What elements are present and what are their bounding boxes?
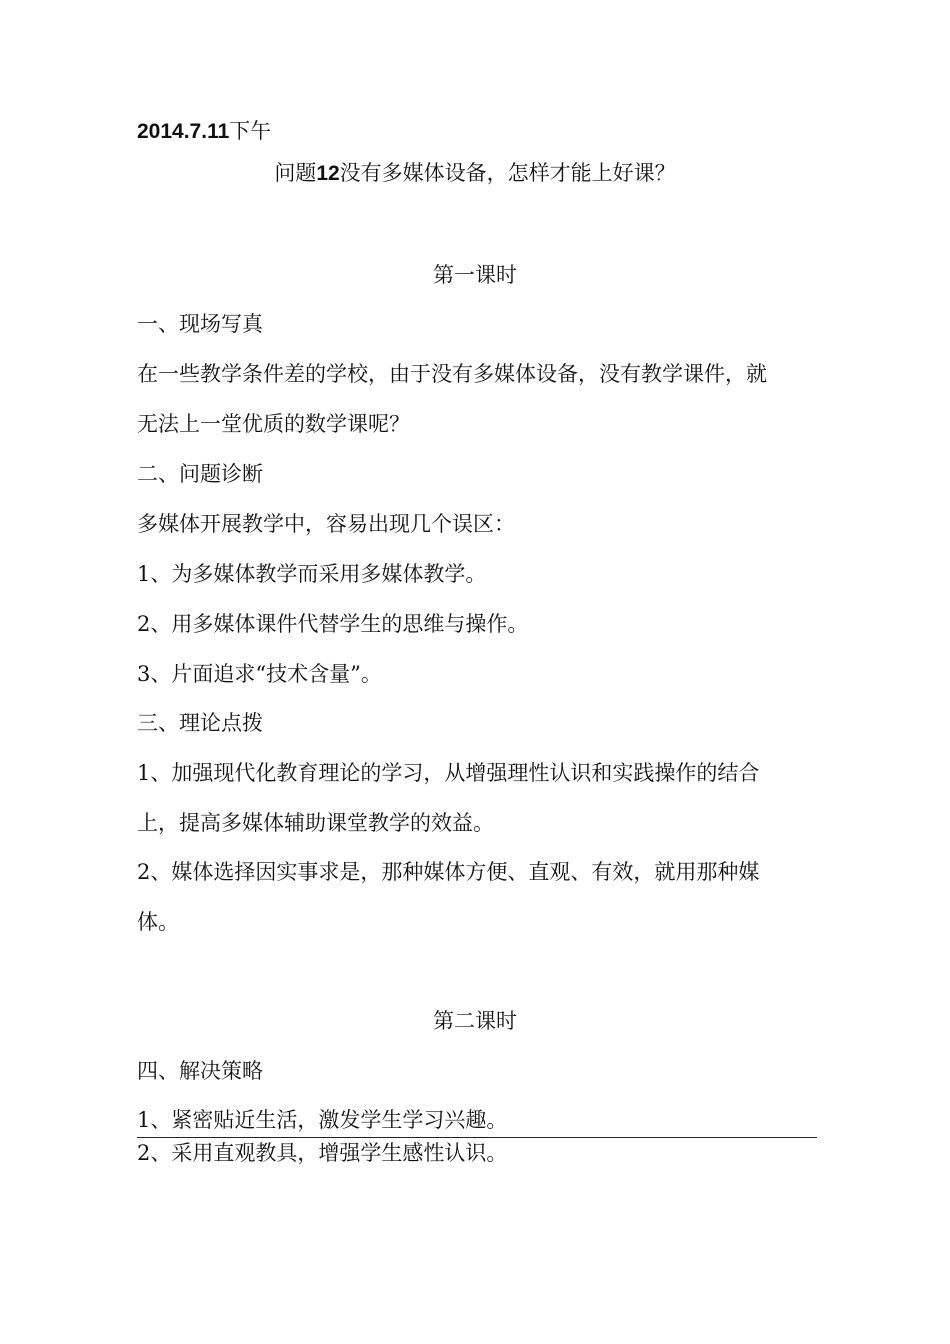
question-number: 12 bbox=[316, 162, 340, 185]
section-4-item-2: 2、采用直观教具，增强学生感性认识。 bbox=[137, 1141, 508, 1165]
lesson-1-title: 第一课时 bbox=[433, 263, 517, 287]
lesson-2-title: 第二课时 bbox=[433, 1009, 517, 1033]
section-4-heading: 四、解决策略 bbox=[137, 1059, 263, 1083]
section-2-item-2: 2、用多媒体课件代替学生的思维与操作。 bbox=[137, 612, 529, 636]
section-3-item-1-line-1: 1、加强现代化教育理论的学习，从增强理性认识和实践操作的结合 bbox=[137, 761, 760, 785]
section-3-item-1-line-2: 上，提高多媒体辅助课堂教学的效益。 bbox=[137, 811, 494, 835]
section-1-paragraph-line-1: 在一些教学条件差的学校，由于没有多媒体设备，没有教学课件，就 bbox=[137, 362, 767, 386]
question-text: 没有多媒体设备，怎样才能上好课？ bbox=[339, 161, 676, 185]
question-prefix: 问题 bbox=[274, 161, 317, 185]
section-1-paragraph-line-2: 无法上一堂优质的数学课呢？ bbox=[137, 412, 410, 436]
section-3-item-2-line-1: 2、媒体选择因实事求是，那种媒体方便、直观、有效，就用那种媒 bbox=[137, 860, 760, 884]
section-1-heading: 一、现场写真 bbox=[137, 312, 263, 336]
question-title bbox=[0, 159, 950, 188]
horizontal-rule bbox=[137, 1137, 817, 1138]
date-heading bbox=[137, 117, 271, 146]
date-value: 2014.7.11 bbox=[137, 120, 230, 143]
section-2-item-3: 3、片面追求“技术含量”。 bbox=[137, 662, 382, 686]
section-2-item-1: 1、为多媒体教学而采用多媒体教学。 bbox=[137, 562, 487, 586]
section-3-item-2-line-2: 体。 bbox=[137, 910, 179, 934]
section-2-intro: 多媒体开展教学中，容易出现几个误区： bbox=[137, 512, 515, 536]
section-4-item-1: 1、紧密贴近生活，激发学生学习兴趣。 bbox=[137, 1108, 508, 1132]
section-2-heading: 二、问题诊断 bbox=[137, 462, 263, 486]
date-period: 下午 bbox=[229, 119, 272, 143]
section-3-heading: 三、理论点拨 bbox=[137, 711, 263, 735]
